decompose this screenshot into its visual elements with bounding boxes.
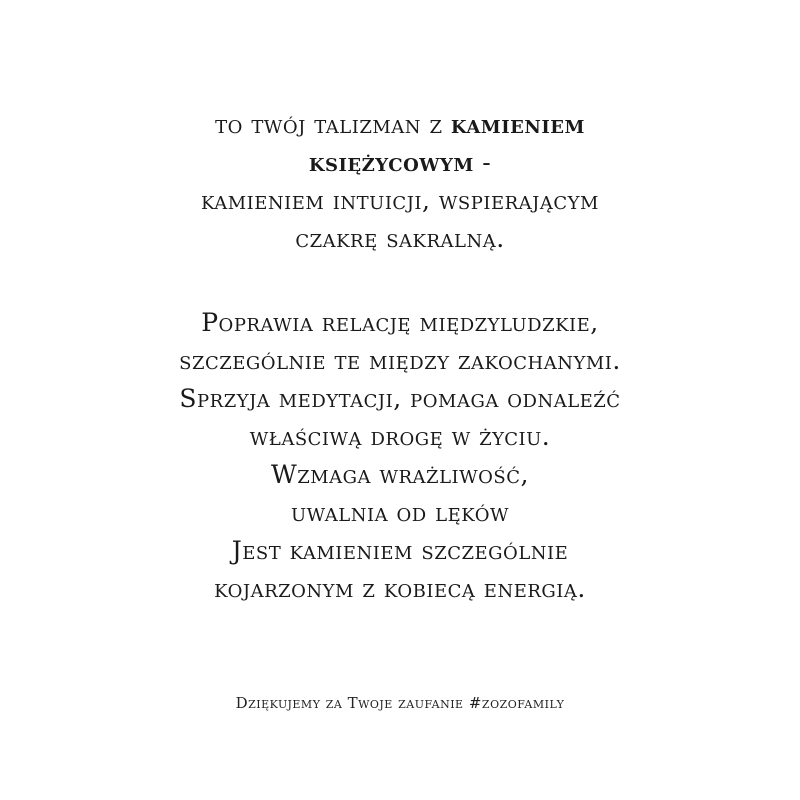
intro-line-1-prefix: to twój talizman z xyxy=(215,110,451,139)
property-line: kojarzonym z kobiecą energią. xyxy=(214,574,586,603)
property-line: Jest kamieniem szczególnie xyxy=(231,536,569,565)
intro-line-1 xyxy=(40,106,760,144)
properties-text xyxy=(40,304,760,608)
intro-line-4: czakrę sakralną. xyxy=(295,224,505,253)
property-line: uwalnia od lęków xyxy=(291,498,509,527)
intro-line-3: kamieniem intuicji, wspierającym xyxy=(201,186,599,215)
property-line: Sprzyja medytacji, pomaga odnaleźć xyxy=(179,384,621,413)
intro-line-2-bold: księżycowym xyxy=(308,148,474,177)
property-line: Poprawia relację międzyludzkie, xyxy=(201,308,599,337)
intro-line-2-suffix: - xyxy=(473,148,492,177)
intro-line-2 xyxy=(40,144,760,182)
thank-you-footer: Dziękujemy za Twoje zaufanie #zozofamily xyxy=(235,694,565,712)
property-line: właściwą drogę w życiu. xyxy=(249,422,551,451)
intro-line-1-bold: kamieniem xyxy=(450,110,585,139)
property-line: Wzmaga wrażliwość, xyxy=(271,460,529,489)
property-line: szczególnie te między zakochanymi. xyxy=(179,346,621,375)
intro-text xyxy=(40,106,760,258)
